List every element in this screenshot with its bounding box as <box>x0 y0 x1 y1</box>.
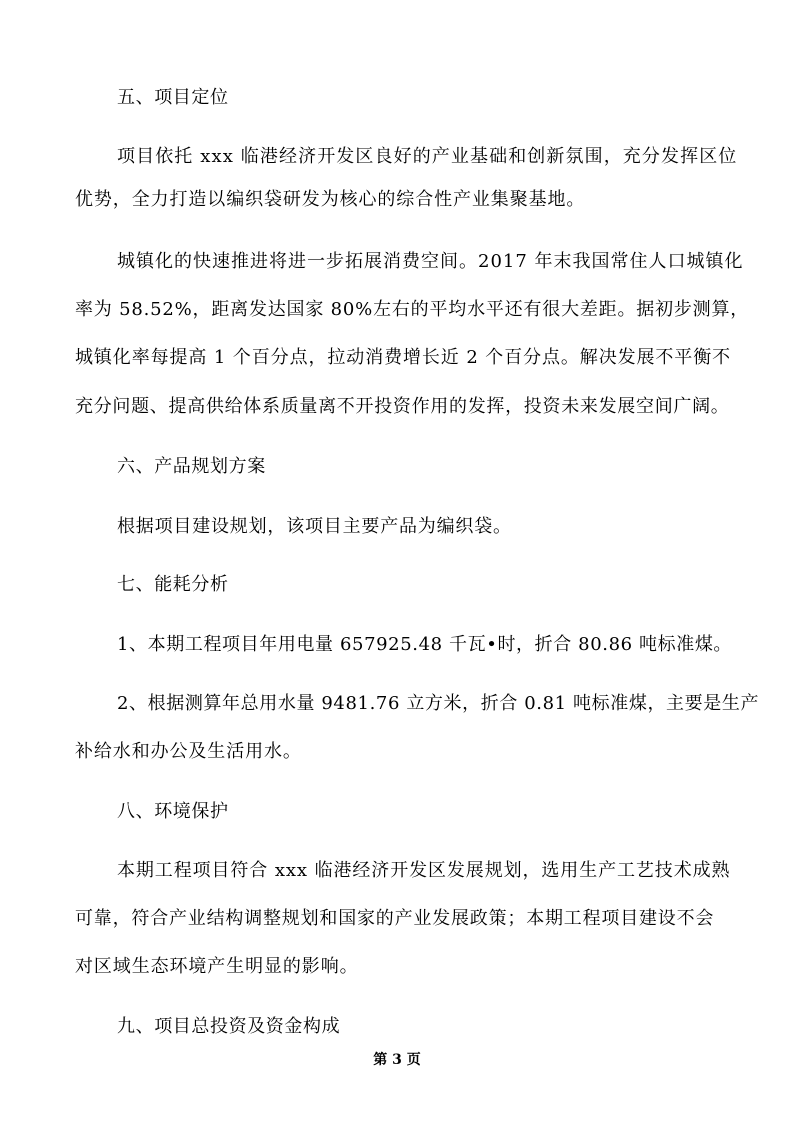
paragraph-line: 优势，全力打造以编织袋研发为核心的综合性产业集聚基地。 <box>75 189 586 210</box>
paragraph-line: 率为 58.52%，距离发达国家 80%左右的平均水平还有很大差距。据初步测算， <box>75 299 750 320</box>
paragraph-line: 可靠，符合产业结构调整规划和国家的产业发展政策；本期工程项目建设不会 <box>75 908 715 929</box>
section-heading-energy: 七、能耗分析 <box>117 574 229 595</box>
paragraph-line: 项目依托 xxx 临港经济开发区良好的产业基础和创新氛围，充分发挥区位 <box>117 146 738 167</box>
section-heading-product-plan: 六、产品规划方案 <box>117 456 266 477</box>
paragraph-line: 1、本期工程项目年用电量 657925.48 千瓦•时，折合 80.86 吨标准煤。 <box>117 634 733 655</box>
paragraph-line: 本期工程项目符合 xxx 临港经济开发区发展规划，选用生产工艺技术成熟 <box>117 860 731 881</box>
page-number: 第 3 页 <box>373 1052 421 1068</box>
paragraph-line: 补给水和办公及生活用水。 <box>75 741 302 762</box>
paragraph-line: 2、根据测算年总用水量 9481.76 立方米，折合 0.81 吨标准煤，主要是生产 <box>117 693 760 714</box>
paragraph-line: 充分问题、提高供给体系质量离不开投资作用的发挥，投资未来发展空间广阔。 <box>75 396 730 417</box>
section-heading-investment: 九、项目总投资及资金构成 <box>117 1016 341 1037</box>
paragraph-line: 对区域生态环境产生明显的影响。 <box>75 956 359 977</box>
section-heading-positioning: 五、项目定位 <box>117 87 229 108</box>
paragraph-line: 城镇化率每提高 1 个百分点，拉动消费增长近 2 个百分点。解决发展不平衡不 <box>75 347 731 368</box>
section-heading-environment: 八、环境保护 <box>117 801 229 822</box>
paragraph-line: 根据项目建设规划，该项目主要产品为编织袋。 <box>117 516 512 537</box>
paragraph-line: 城镇化的快速推进将进一步拓展消费空间。2017 年末我国常住人口城镇化 <box>117 251 744 272</box>
